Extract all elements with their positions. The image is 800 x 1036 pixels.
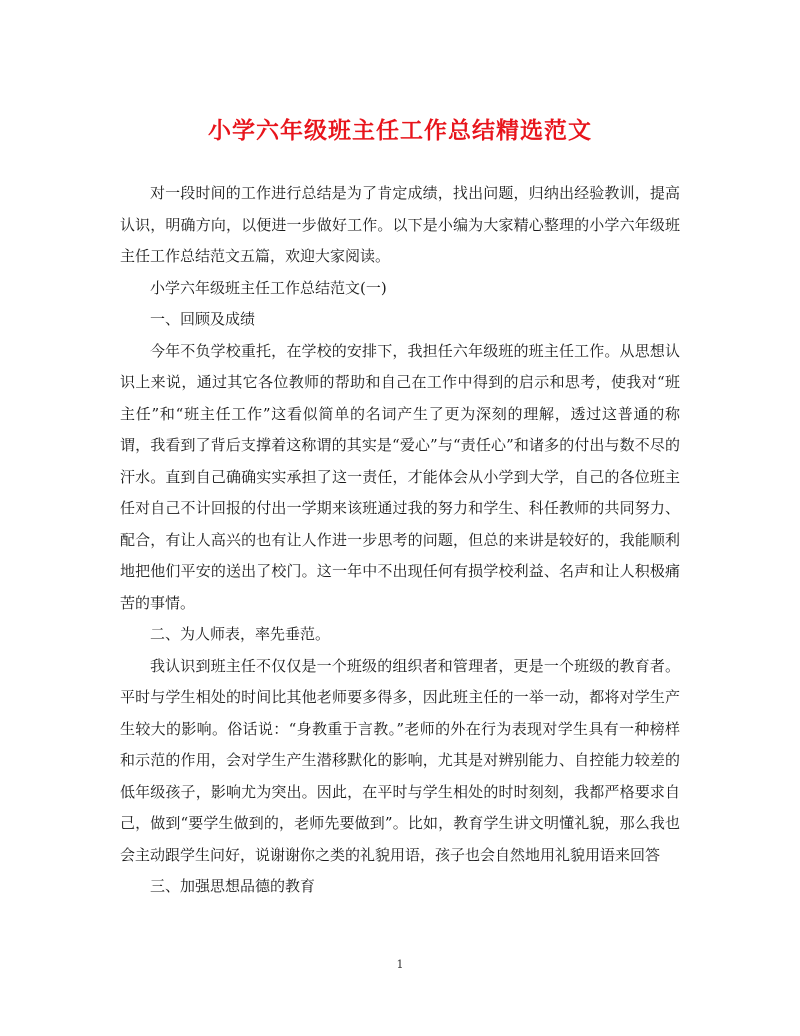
document-body	[120, 178, 680, 903]
heading-moral-education: 三、加强思想品德的教育	[150, 877, 316, 895]
section-title-paragraph: 小学六年级班主任工作总结范文(一)	[150, 278, 387, 297]
lead-by-example-paragraph: 我认识到班主任不仅仅是一个班级的组织者和管理者，更是一个班级的教育者。平时与学生相处的时间比其他老师要多得多，因此班主任的一举一动，都将对学生产生较大的影响。俗话说：“身教重于言教。”老师的外在行为表现对学生具有一种榜样和示范的作用，会对学生产生潜移默化的影响，尤其是对辨别能力、自控能力较差的低年级孩子，影响尤为突出。因此，在平时与学生相处的时时刻刻，我都严格要求自己，做到“要学生做到的，老师先要做到”。比如，教育学生讲文明懂礼貌，那么我也会主动跟学生问好，说谢谢你之类的礼貌用语，孩子也会自然地用礼貌用语来回答	[120, 656, 680, 864]
intro-paragraph: 对一段时间的工作进行总结是为了肯定成绩，找出问题，归纳出经验教训，提高认识，明确方向，以便进一步做好工作。以下是小编为大家精心整理的小学六年级班主任工作总结范文五篇，欢迎大家阅读。	[120, 184, 680, 265]
document-title: 小学六年级班主任工作总结精选范文	[208, 117, 592, 144]
heading-lead-by-example: 二、为人师表，率先垂范。	[150, 625, 331, 643]
page-number: 1	[396, 958, 404, 971]
heading-review-and-achievements: 一、回顾及成绩	[150, 310, 256, 328]
review-paragraph: 今年不负学校重托，在学校的安排下，我担任六年级班的班主任工作。从思想认识上来说，通过其它各位教师的帮助和自己在工作中得到的启示和思考，使我对“班主任”和“班主任工作”这看似简单的名词产生了更为深刻的理解，透过这普通的称谓，我看到了背后支撑着这称谓的其实是“爱心”与“责任心”和诸多的付出与数不尽的汗水。直到自己确确实实承担了这一责任，才能体会从小学到大学，自己的各位班主任对自己不计回报的付出一学期来该班通过我的努力和学生、科任教师的共同努力、配合，有让人高兴的也有让人作进一步思考的问题，但总的来讲是较好的，我能顺利地把他们平安的送出了校门。这一年中不出现任何有损学校利益、名声和让人积极痛苦的事情。	[120, 341, 680, 612]
